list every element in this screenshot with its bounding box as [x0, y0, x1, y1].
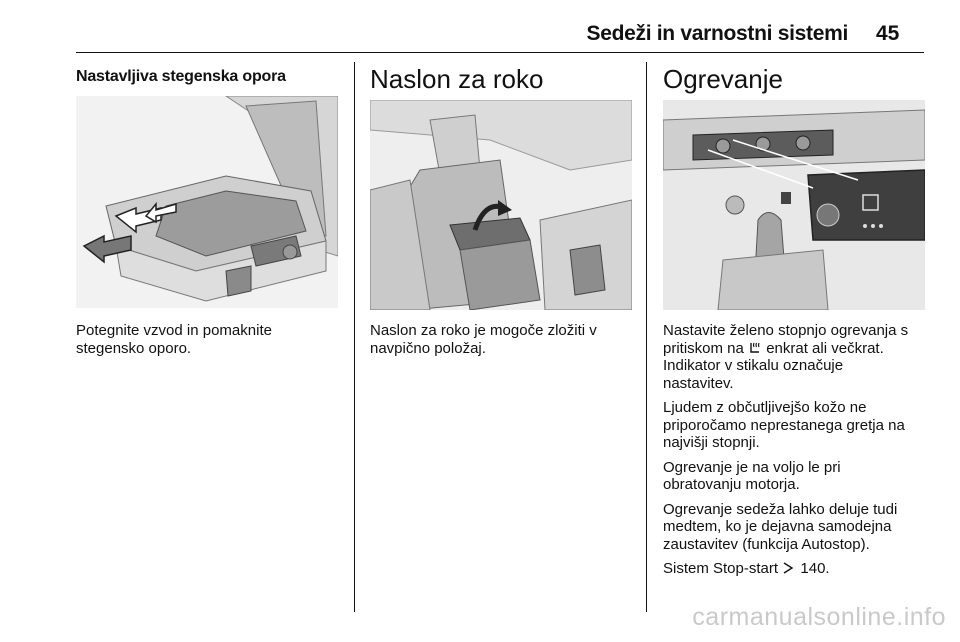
text-fragment: pritiskom na — [663, 339, 744, 357]
page-number: 45 — [876, 22, 900, 45]
section-heading-armrest: Naslon za roko — [370, 64, 544, 94]
paragraph — [663, 459, 908, 494]
text-fragment: Sistem Stop-start — [663, 560, 779, 577]
seat-heating-icon — [748, 341, 762, 355]
text-line: najvišji stopnji. — [663, 434, 760, 451]
watermark: carmanualsonline.info — [692, 603, 946, 631]
text-line: Ogrevanje sedeža lahko deluje tudi — [663, 500, 898, 518]
header-divider — [76, 52, 924, 53]
thigh-support-text — [76, 322, 272, 357]
text-line: Naslon za roko je mogoče zložiti v — [370, 322, 597, 339]
text-line — [663, 340, 908, 358]
paragraph — [663, 501, 908, 554]
text-line: nastavitev. — [663, 374, 734, 392]
seat-heating-illustration — [663, 100, 925, 310]
column-divider — [354, 62, 355, 612]
text-line: priporočamo neprestanega gretja na — [663, 416, 905, 434]
armrest-text — [370, 322, 597, 357]
running-header-title: Sedeži in varnostni sistemi — [586, 22, 848, 45]
text-line: Indikator v stikalu označuje — [663, 357, 844, 374]
paragraph — [663, 322, 908, 392]
section-heading-heating: Ogrevanje — [663, 64, 783, 94]
armrest-illustration — [370, 100, 632, 310]
text-line: navpično položaj. — [370, 339, 486, 357]
heating-text — [663, 322, 908, 585]
text-line: medtem, ko je dejavna samodejna — [663, 518, 892, 535]
paragraph — [663, 560, 908, 578]
paragraph — [663, 399, 908, 452]
thigh-support-illustration — [76, 96, 338, 308]
text-line: zaustavitev (funkcija Autostop). — [663, 535, 870, 553]
column-divider — [646, 62, 647, 612]
text-line: obratovanju motorja. — [663, 476, 800, 493]
text-line: stegensko oporo. — [76, 339, 192, 357]
text-line: Ljudem z občutljivejšo kožo ne — [663, 399, 867, 416]
text-line: Nastavite želeno stopnjo ogrevanja s — [663, 322, 909, 339]
text-fragment: enkrat ali večkrat. — [766, 339, 884, 357]
text-line: Ogrevanje je na voljo le pri — [663, 458, 841, 476]
page-reference-link[interactable]: 140. — [800, 560, 830, 577]
section-heading-thigh-support: Nastavljiva stegenska opora — [76, 68, 286, 85]
reference-arrow-icon[interactable] — [782, 561, 796, 575]
text-line: Potegnite vzvod in pomaknite — [76, 322, 272, 339]
